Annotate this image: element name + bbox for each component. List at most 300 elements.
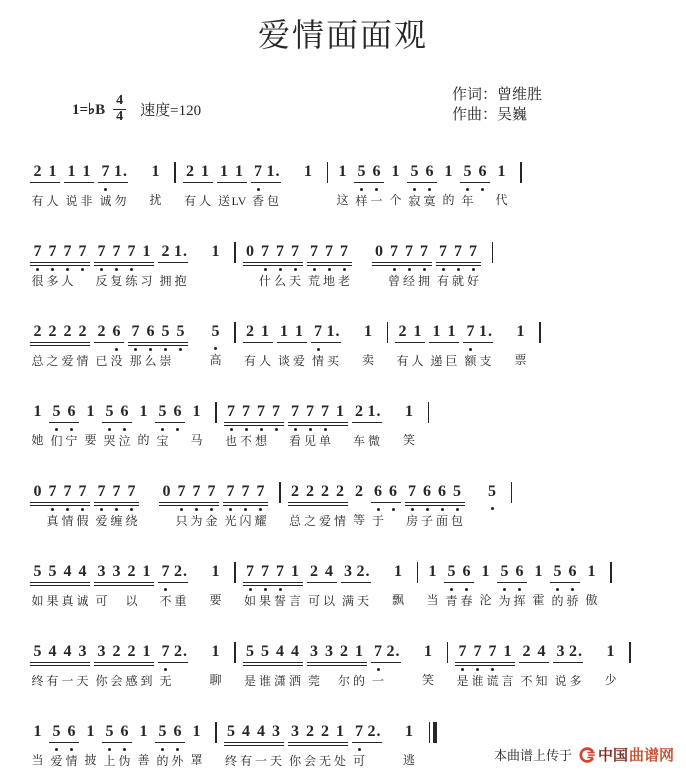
note-row xyxy=(277,322,307,343)
octave-dot-slot xyxy=(189,422,204,431)
lyric-row xyxy=(441,192,456,208)
note: 2 xyxy=(355,483,363,500)
lyric-row xyxy=(30,513,90,529)
lyric: 要 xyxy=(209,593,222,607)
note: 7 xyxy=(390,243,398,260)
note: 6 xyxy=(438,483,446,500)
lyric-row xyxy=(372,273,432,289)
octave-dot-slot xyxy=(352,502,367,511)
lyric: 以 xyxy=(322,594,335,608)
note: 3 xyxy=(97,643,106,660)
octave-dot-row xyxy=(494,182,509,191)
lyric-row xyxy=(94,353,124,369)
octave-dot-slot xyxy=(173,583,188,592)
note: 7 xyxy=(63,243,72,260)
note: 1 xyxy=(235,163,243,180)
note-row xyxy=(531,562,546,582)
note-group xyxy=(30,482,90,529)
note-group xyxy=(30,242,90,289)
lyric-row xyxy=(158,673,188,689)
lyric-row xyxy=(208,352,223,368)
lyric-row xyxy=(224,753,284,769)
note-group xyxy=(217,162,247,209)
lyric: 练 xyxy=(125,274,138,288)
note: 5 xyxy=(52,723,61,740)
octave-dot-slot xyxy=(307,583,322,592)
low-octave-dot xyxy=(164,588,167,591)
lyric-row xyxy=(402,432,417,448)
note-row xyxy=(553,642,583,663)
low-octave-dot xyxy=(466,188,469,191)
note-row xyxy=(94,562,154,583)
lyric: 子 xyxy=(420,514,433,528)
octave-dot-row xyxy=(158,263,188,272)
octave-dot-slot xyxy=(361,342,376,351)
note: 2. xyxy=(386,643,400,660)
low-octave-dot xyxy=(55,748,58,751)
note: 5 xyxy=(500,563,509,580)
lyric: 爱 xyxy=(50,754,63,768)
lyric: 可 xyxy=(352,754,365,768)
note-group xyxy=(128,322,188,369)
octave-dot-slot xyxy=(354,183,369,192)
octave-dot-row xyxy=(208,582,223,591)
score-line xyxy=(30,242,686,288)
note-group xyxy=(94,482,139,529)
barline xyxy=(234,242,236,263)
octave-dot-row xyxy=(64,183,94,192)
octave-dot-row xyxy=(217,183,247,192)
low-octave-dot xyxy=(313,268,316,271)
note-group xyxy=(30,322,90,369)
note-group xyxy=(395,322,425,369)
low-octave-dot xyxy=(230,428,233,431)
lyric: 人 xyxy=(61,274,74,288)
lyric-row xyxy=(407,193,437,209)
note-row xyxy=(30,162,60,183)
low-octave-dot xyxy=(210,508,213,511)
note: 1 xyxy=(261,323,269,340)
low-octave-dot xyxy=(343,268,346,271)
octave-dot-slot xyxy=(444,343,459,352)
note: 2 xyxy=(306,483,314,500)
lyric-row xyxy=(243,673,303,689)
lyric: 笑 xyxy=(421,673,434,687)
lyric: 有 xyxy=(183,194,196,208)
note-group xyxy=(49,402,79,449)
octave-dot-row xyxy=(307,583,337,592)
note: 7 xyxy=(306,403,314,420)
low-octave-dot xyxy=(104,188,107,191)
lyric-row xyxy=(395,353,425,369)
barline xyxy=(234,562,236,583)
note: 7 xyxy=(473,643,482,660)
lyric-row xyxy=(243,353,273,369)
lyric-row xyxy=(335,192,350,208)
note-group xyxy=(407,162,437,209)
note-row xyxy=(455,642,515,663)
note-group xyxy=(155,402,185,449)
low-octave-dot xyxy=(66,268,69,271)
lyric: 见 xyxy=(303,434,316,448)
octave-dot-row xyxy=(301,182,316,191)
low-octave-dot xyxy=(377,508,380,511)
lyric: 谎 xyxy=(486,674,499,688)
note-row xyxy=(148,162,163,182)
octave-dot-row xyxy=(352,743,382,752)
octave-dot-row xyxy=(391,582,406,591)
note-group xyxy=(372,242,432,289)
note: 2 xyxy=(306,723,314,740)
barline xyxy=(215,722,217,743)
lyric: 外 xyxy=(171,754,184,768)
octave-dot-slot xyxy=(113,183,128,192)
note: 1 xyxy=(503,643,512,660)
note: 5 xyxy=(453,483,461,500)
lyric: 人 xyxy=(198,194,211,208)
key-tempo-row xyxy=(72,94,201,124)
lyric: 当 xyxy=(31,753,44,767)
key-signature: 1=♭B xyxy=(72,101,106,118)
note: 4 xyxy=(63,563,72,580)
octave-dot-slot xyxy=(402,742,417,751)
octave-dot-row xyxy=(83,422,98,431)
augmentation-dot: . xyxy=(183,643,187,660)
octave-dot-slot xyxy=(136,742,151,751)
note-row xyxy=(335,162,350,182)
barline xyxy=(234,642,236,663)
barline xyxy=(417,562,419,583)
note: 7 xyxy=(488,643,497,660)
note: 5 xyxy=(161,323,170,340)
lyric: 这 xyxy=(336,193,349,207)
lyric-row xyxy=(30,273,90,289)
octave-dot-slot xyxy=(369,183,384,192)
note-group xyxy=(402,402,417,448)
lyric: 等 xyxy=(352,513,365,527)
octave-dot-slot xyxy=(425,582,440,591)
octave-dot-slot xyxy=(277,343,292,352)
lyric: 巨 xyxy=(445,354,458,368)
lyric: 绕 xyxy=(125,514,138,528)
note: 7 xyxy=(291,243,299,260)
lyric-row xyxy=(148,192,163,208)
score-line xyxy=(30,322,686,368)
lyric: 额 xyxy=(464,354,477,368)
lyric: 逃 xyxy=(402,753,415,767)
note: 5 xyxy=(261,643,269,660)
octave-dot-slot xyxy=(463,343,478,352)
barline xyxy=(174,162,176,183)
note-group xyxy=(277,322,307,369)
lyric: 春 xyxy=(460,594,473,608)
lyric: 光 xyxy=(224,514,237,528)
lyric-row xyxy=(497,593,527,609)
score-line xyxy=(30,562,686,608)
note-row xyxy=(361,322,376,342)
lyric: 不 xyxy=(239,434,252,448)
octave-dot-row xyxy=(189,422,204,431)
lyric-row xyxy=(494,192,509,208)
lyric: 一 xyxy=(254,754,267,768)
octave-dot-slot xyxy=(512,583,527,592)
note-row xyxy=(421,642,436,662)
lyric-row xyxy=(429,353,459,369)
lyric: 么 xyxy=(144,354,157,368)
octave-dot-row xyxy=(341,583,371,592)
note: 1 xyxy=(336,723,344,740)
note: 3 xyxy=(272,723,280,740)
octave-dot-row xyxy=(478,582,493,591)
octave-dot-row xyxy=(148,182,163,191)
octave-dot-row xyxy=(371,503,401,512)
octave-dot-slot xyxy=(173,663,188,672)
note: 2 xyxy=(336,483,344,500)
octave-dot-row xyxy=(208,662,223,671)
lyric-row xyxy=(444,593,474,609)
lyric: 非 xyxy=(80,194,93,208)
octave-dot-slot xyxy=(441,182,456,191)
lyric: 说 xyxy=(65,194,78,208)
lyric: 果 xyxy=(46,594,59,608)
octave-dot-slot xyxy=(386,503,401,512)
octave-dot-row xyxy=(136,422,151,431)
lyric: 如 xyxy=(31,594,44,608)
note: 6 xyxy=(120,403,129,420)
octave-dot-slot xyxy=(83,742,98,751)
lyric-row xyxy=(243,593,303,609)
low-octave-dot xyxy=(481,188,484,191)
low-octave-dot xyxy=(264,588,267,591)
lyric: 曾 xyxy=(387,274,400,288)
note: 6 xyxy=(462,563,471,580)
octave-dot-slot xyxy=(94,343,109,352)
low-octave-dot xyxy=(115,508,118,511)
note: 1 xyxy=(405,723,413,740)
note: 1 xyxy=(405,403,413,420)
note: 1. xyxy=(114,163,127,180)
lyric: 尔 xyxy=(337,674,350,688)
lyric: 为 xyxy=(498,594,511,608)
note-row xyxy=(460,162,490,183)
octave-dot-slot xyxy=(189,742,204,751)
lyric-row xyxy=(352,433,382,449)
final-barline-thin xyxy=(429,722,431,743)
note-row xyxy=(519,642,549,663)
lyric-row xyxy=(352,512,367,528)
lyric: 面 xyxy=(435,514,448,528)
lyric: 抱 xyxy=(174,274,187,288)
lyric-row xyxy=(371,513,401,529)
note-row xyxy=(251,162,281,183)
low-octave-dot xyxy=(279,588,282,591)
lyric: 没 xyxy=(110,354,123,368)
note: 1 xyxy=(86,403,95,420)
note-row xyxy=(307,242,352,263)
note: 2 xyxy=(398,323,407,340)
low-octave-dot xyxy=(518,588,521,591)
lyric: 情 xyxy=(76,354,89,368)
lyric: 有 xyxy=(31,194,44,208)
note: 2. xyxy=(356,563,370,580)
octave-dot-row xyxy=(30,183,60,192)
octave-dot-slot xyxy=(388,182,403,191)
octave-dot-row xyxy=(371,663,401,672)
note-group xyxy=(307,242,352,289)
low-octave-dot xyxy=(176,428,179,431)
note-group xyxy=(208,562,223,608)
lyric: 的 xyxy=(156,754,169,768)
lyric: 天 xyxy=(76,674,89,688)
note-group xyxy=(441,162,456,208)
octave-dot-row xyxy=(243,343,273,352)
note-group xyxy=(189,722,204,768)
lyric: 天 xyxy=(288,274,301,288)
low-octave-dot xyxy=(244,508,247,511)
lyric-row xyxy=(288,753,348,769)
note-row xyxy=(436,242,481,263)
note: 7 xyxy=(261,563,269,580)
octave-dot-row xyxy=(441,182,456,191)
note-group xyxy=(224,402,284,449)
low-octave-dot xyxy=(465,588,468,591)
lyric: 傲 xyxy=(585,593,598,607)
lyric-row xyxy=(136,432,151,448)
lyric: 谁 xyxy=(258,674,271,688)
credits xyxy=(452,86,542,125)
lyric: 言 xyxy=(501,674,514,688)
note: 3 xyxy=(310,643,318,660)
note: 5 xyxy=(447,563,456,580)
note-row xyxy=(243,322,273,343)
lyric: 就 xyxy=(451,274,464,288)
lyric-row xyxy=(405,513,465,529)
lyric: 无 xyxy=(159,674,172,688)
note: 5 xyxy=(211,323,220,340)
note: 7 xyxy=(207,483,216,500)
note-group xyxy=(402,722,417,768)
lyric: 少 xyxy=(604,673,617,687)
note-row xyxy=(30,242,90,263)
low-octave-dot xyxy=(469,348,472,351)
lyric-row xyxy=(388,192,403,208)
lyric: 房 xyxy=(405,514,418,528)
lyric-row xyxy=(30,752,45,768)
note-row xyxy=(352,722,382,743)
augmentation-dot: . xyxy=(183,243,187,260)
octave-dot-row xyxy=(30,742,45,751)
note: 5 xyxy=(553,563,562,580)
lyric-row xyxy=(425,592,440,608)
octave-dot-slot xyxy=(475,183,490,192)
lyric: 扰 xyxy=(149,193,162,207)
tempo-marking: 速度=120 xyxy=(140,102,202,119)
lyric-row xyxy=(436,273,481,289)
note-row xyxy=(341,562,371,583)
octave-dot-row xyxy=(429,343,459,352)
lyric: 包 xyxy=(266,194,279,208)
octave-dot-slot xyxy=(198,183,213,192)
note-row xyxy=(158,242,188,263)
note-row xyxy=(94,482,139,503)
note-row xyxy=(372,242,432,263)
lyric-row xyxy=(64,193,94,209)
note: 1 xyxy=(139,403,148,420)
note: 1. xyxy=(479,323,492,340)
low-octave-dot xyxy=(134,348,137,351)
note: 1 xyxy=(534,563,543,580)
low-octave-dot xyxy=(70,748,73,751)
lyric-row xyxy=(463,353,493,369)
note: 0 xyxy=(246,243,254,260)
octave-dot-row xyxy=(352,502,367,511)
octave-dot-slot xyxy=(531,582,546,591)
note: 3 xyxy=(97,563,106,580)
note: 2 xyxy=(246,323,254,340)
lyric: 聊 xyxy=(209,673,222,687)
note: 7 xyxy=(33,243,42,260)
note-row xyxy=(243,642,303,663)
octave-dot-row xyxy=(584,582,599,591)
note: 7 xyxy=(112,483,121,500)
lyric: 哭 xyxy=(103,434,116,448)
note: 1 xyxy=(364,323,372,340)
lyric-row xyxy=(341,593,371,609)
lyric: 上 xyxy=(103,754,116,768)
lyric: 人 xyxy=(258,354,271,368)
note: 7 xyxy=(454,243,462,260)
low-octave-dot xyxy=(275,428,278,431)
lyric: 多 xyxy=(569,674,582,688)
note-group xyxy=(102,722,132,769)
note-row xyxy=(243,242,303,263)
octave-dot-slot xyxy=(83,422,98,431)
note-row xyxy=(402,402,417,422)
lyric-row xyxy=(30,673,90,689)
note: 7 xyxy=(97,483,106,500)
lyric: 善 xyxy=(137,753,150,767)
lyric-row xyxy=(208,592,223,608)
note-row xyxy=(30,722,45,742)
lyric: 于 xyxy=(371,514,384,528)
lyric: 代 xyxy=(495,193,508,207)
note: 1 xyxy=(304,163,312,180)
score-line xyxy=(30,162,686,208)
note: 1 xyxy=(481,563,490,580)
time-signature-denominator: 4 xyxy=(116,108,124,124)
note-row xyxy=(64,162,94,183)
octave-dot-slot xyxy=(341,583,356,592)
lyric: 沦 xyxy=(479,593,492,607)
note: 2 xyxy=(112,643,121,660)
lyric: 的 xyxy=(137,433,150,447)
note-row xyxy=(288,722,348,743)
lyric: 罩 xyxy=(190,753,203,767)
octave-dot-slot xyxy=(98,183,113,192)
note-group xyxy=(354,162,384,209)
note-row xyxy=(497,562,527,583)
note-group xyxy=(243,242,303,289)
low-octave-dot xyxy=(161,428,164,431)
note: 1 xyxy=(432,323,441,340)
barline xyxy=(279,482,281,503)
note-row xyxy=(444,562,474,583)
octave-dot-slot xyxy=(422,183,437,192)
note: 5 xyxy=(176,323,185,340)
low-octave-dot xyxy=(176,748,179,751)
octave-dot-row xyxy=(407,183,437,192)
octave-dot-slot xyxy=(208,342,223,351)
